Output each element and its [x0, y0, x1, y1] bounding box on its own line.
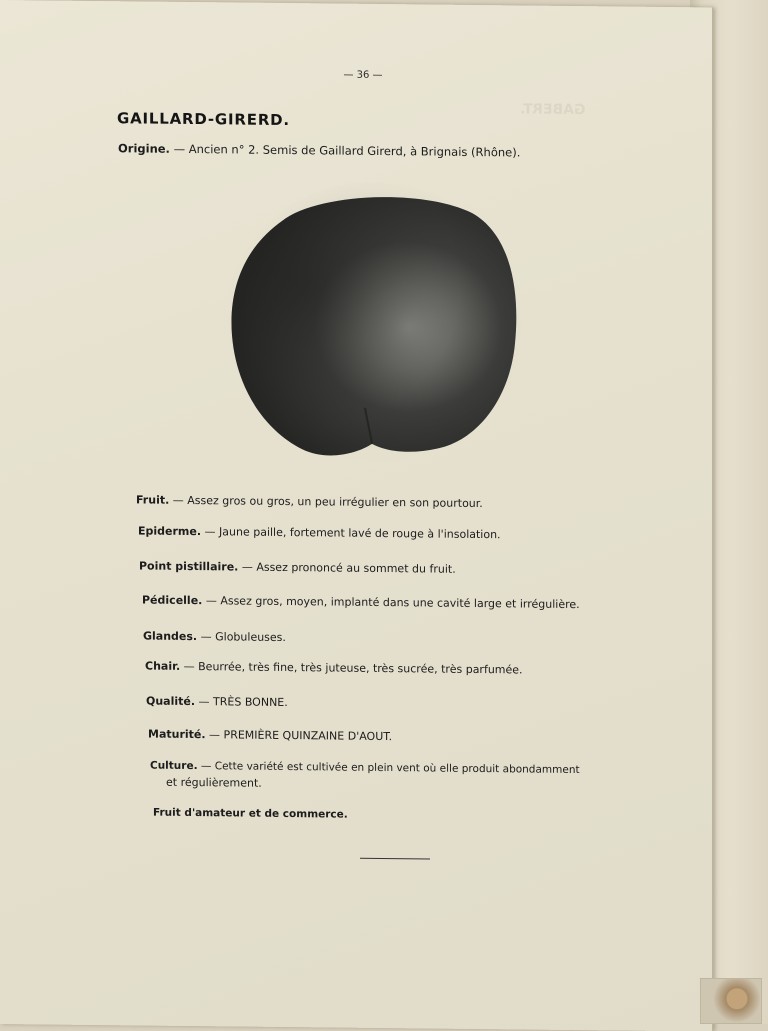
entry-label: Chair.	[145, 659, 181, 673]
end-rule	[360, 858, 430, 860]
peach-illustration	[222, 180, 528, 475]
entry-label: Maturité.	[148, 727, 206, 742]
entry-chair	[145, 660, 523, 677]
origin-label: Origine.	[118, 141, 170, 156]
entry-text: — Cette variété est cultivée en plein vent où elle produit abondamment	[197, 760, 580, 777]
entry-text: — Globuleuses.	[197, 630, 286, 644]
footer-note: Fruit d'amateur et de commerce.	[153, 806, 348, 821]
entry-maturite	[148, 728, 392, 744]
corner-thumbnail	[700, 978, 762, 1024]
entry-point-pistillaire	[139, 559, 456, 575]
variety-title: GAILLARD-GIRERD.	[117, 109, 290, 130]
entry-text: — Assez gros ou gros, un peu irrégulier en son pourtour.	[169, 493, 483, 511]
entry-label: Pédicelle.	[142, 593, 203, 608]
bleed-through-text: GABERT.	[520, 101, 586, 119]
entry-label: Qualité.	[146, 694, 196, 709]
origin-text: — Ancien n° 2. Semis de Gaillard Girerd, à Brignais (Rhône).	[169, 141, 521, 160]
page-number: — 36 —	[343, 69, 383, 82]
entry-pedicelle	[142, 593, 580, 611]
entry-label: Fruit.	[136, 493, 170, 507]
entry-fruit	[136, 493, 483, 510]
entry-glandes	[143, 629, 286, 643]
entry-culture	[150, 760, 580, 776]
entry-epiderme	[138, 524, 501, 541]
entry-text: — Beurrée, très fine, très juteuse, très sucrée, très parfumée.	[180, 659, 523, 677]
entry-text: — Assez gros, moyen, implanté dans une cavité large et irrégulière.	[202, 594, 580, 612]
entry-text: — Jaune paille, fortement lavé de rouge à l'insolation.	[201, 525, 501, 542]
entry-label: Glandes.	[143, 629, 198, 644]
entry-label: Point pistillaire.	[139, 559, 239, 574]
entry-qualite	[146, 695, 288, 709]
entry-label: Epiderme.	[138, 524, 202, 539]
entry-label: Culture.	[150, 759, 198, 773]
origin-line	[118, 141, 520, 159]
entry-text: — TRÈS BONNE.	[195, 695, 288, 710]
entry-text: — PREMIÈRE QUINZAINE D'AOUT.	[205, 728, 393, 744]
entry-text: — Assez prononcé au sommet du fruit.	[238, 560, 456, 576]
culture-continuation: et régulièrement.	[166, 775, 262, 790]
